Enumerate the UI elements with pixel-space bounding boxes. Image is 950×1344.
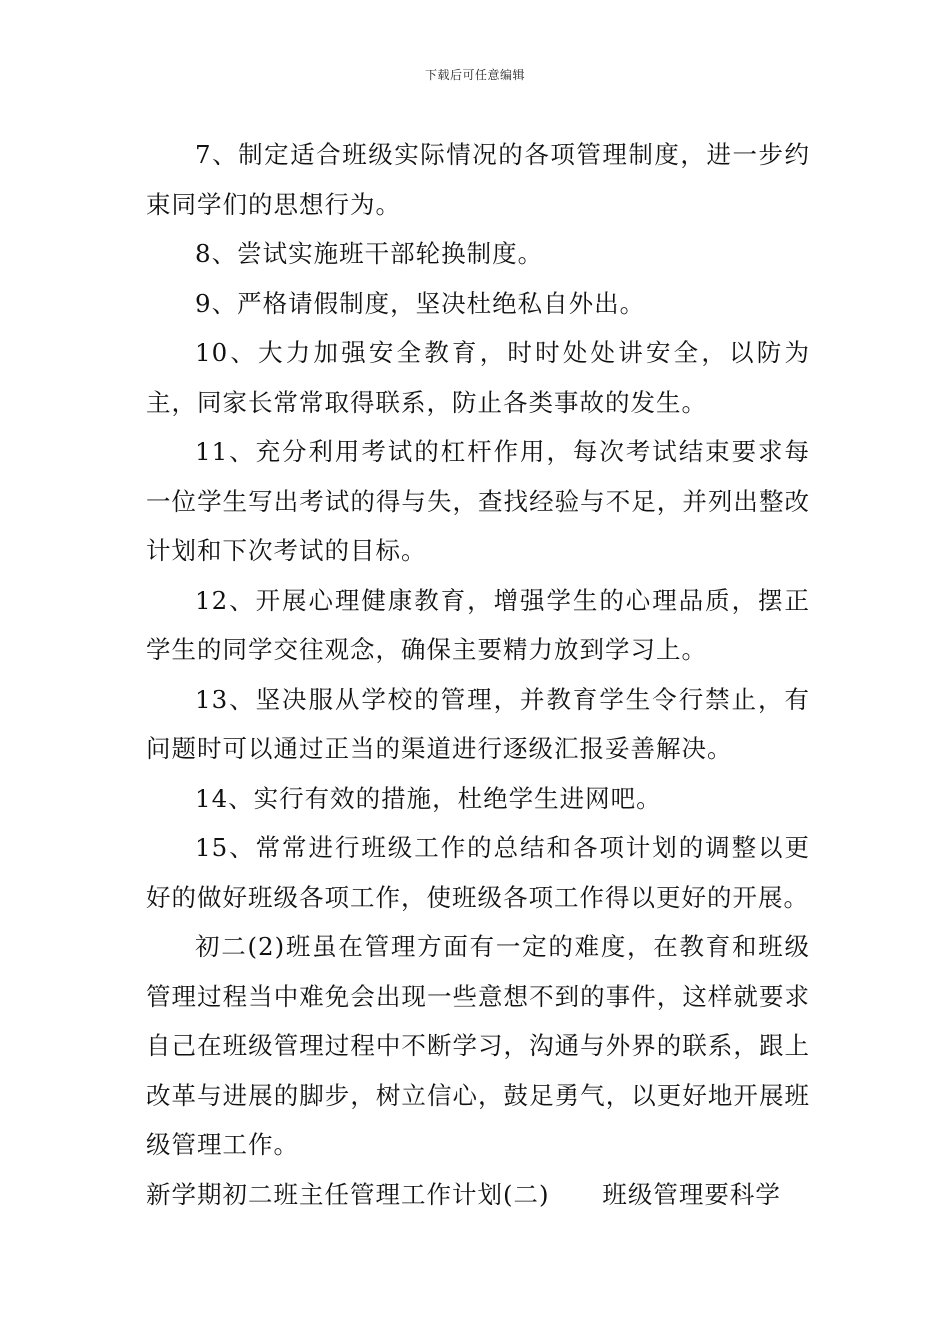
- paragraph-item-9: 9、严格请假制度，坚决杜绝私自外出。: [195, 288, 646, 318]
- page-header-note: 下载后可任意编辑: [424, 68, 525, 82]
- paragraph-item-10: 10、大力加强安全教育，时时处处讲安全，以防为主，同家长常常取得联系，防止各类事故的发生。: [146, 338, 810, 417]
- paragraph-item-11: 11、充分利用考试的杠杆作用，每次考试结束要求每一位学生写出考试的得与失，查找经验与不足，并列出整改计划和下次考试的目标。: [146, 437, 810, 565]
- paragraph-item-14: 14、实行有效的措施，杜绝学生进网吧。: [195, 783, 662, 813]
- paragraph-item-12: 12、开展心理健康教育，增强学生的心理品质，摆正学生的同学交往观念，确保主要精力放到学习上。: [146, 585, 810, 664]
- paragraph-item-15: 15、常常进行班级工作的总结和各项计划的调整以更好的做好班级各项工作，使班级各项工作得以更好的开展。: [146, 833, 810, 912]
- section-heading-line: 新学期初二班主任管理工作计划(二) 班级管理要科学: [146, 1179, 781, 1209]
- paragraph-item-7: 7、制定适合班级实际情况的各项管理制度，进一步约束同学们的思想行为。: [146, 140, 810, 219]
- document-body: [146, 130, 810, 1219]
- paragraph-item-8: 8、尝试实施班干部轮换制度。: [195, 239, 544, 268]
- paragraph-summary: 初二(2)班虽在管理方面有一定的难度，在教育和班级管理过程当中难免会出现一些意想不到的事件，这样就要求自己在班级管理过程中不断学习，沟通与外界的联系，跟上改革与进展的脚步，树立信心，鼓足勇气，以更好地开展班级管理工作。: [146, 932, 810, 1159]
- paragraph-item-13: 13、坚决服从学校的管理，并教育学生令行禁止，有问题时可以通过正当的渠道进行逐级汇报妥善解决。: [146, 684, 810, 763]
